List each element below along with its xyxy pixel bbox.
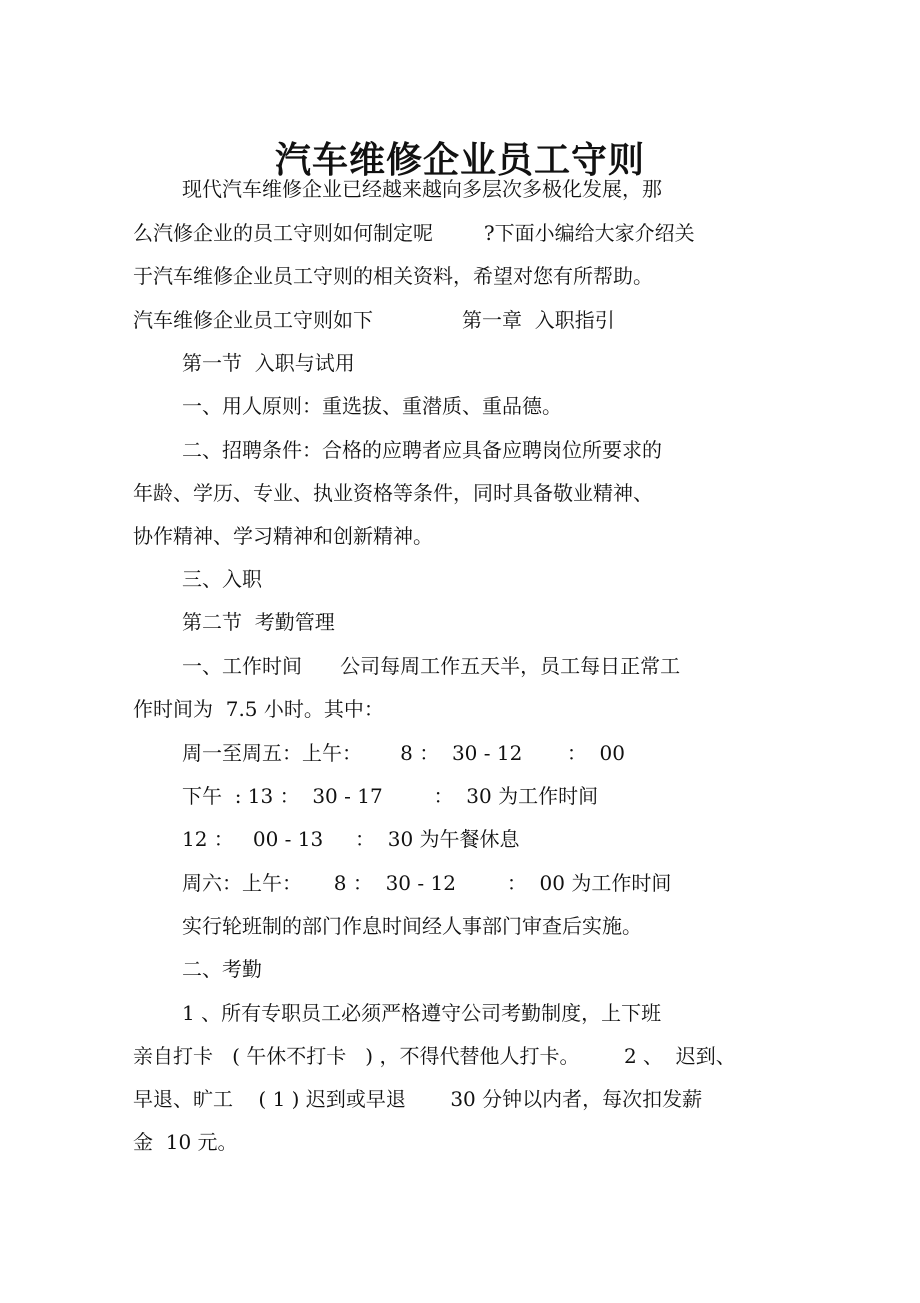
paragraph-line: 亲自打卡 ( 午休不打卡 ) ，不得代替他人打卡。 2 、 迟到、 <box>133 1044 736 1068</box>
paragraph-line: 三、入职 <box>182 567 262 591</box>
paragraph-line: 现代汽车维修企业已经越来越向多层次多极化发展，那 <box>182 177 662 201</box>
paragraph-line: 二、考勤 <box>182 957 262 981</box>
paragraph-line: 一、工作时间 公司每周工作五天半，员工每日正常工 <box>182 654 681 678</box>
document-title: 汽车维修企业员工守则 <box>274 139 645 182</box>
paragraph-line: 年龄、学历、专业、执业资格等条件，同时具备敬业精神、 <box>133 481 653 505</box>
section-heading: 第一节 入职与试用 <box>182 351 355 375</box>
schedule-line: 下午 : 13 ： 30 - 17 ： 30 为工作时间 <box>182 784 599 808</box>
paragraph-line: 实行轮班制的部门作息时间经人事部门审查后实施。 <box>182 914 642 938</box>
paragraph-line: 一、用人原则：重选拔、重潜质、重品德。 <box>182 394 562 418</box>
paragraph-line: 么汽修企业的员工守则如何制定呢 ?下面小编给大家介绍关 <box>133 221 695 245</box>
paragraph-line: 汽车维修企业员工守则如下 第一章 入职指引 <box>133 308 615 332</box>
schedule-line: 周六：上午： 8 ： 30 - 12 ： 00 为工作时间 <box>182 871 672 895</box>
paragraph-line: 早退、旷工 ( 1 ) 迟到或早退 30 分钟以内者，每次扣发薪 <box>133 1087 703 1111</box>
paragraph-line: 于汽车维修企业员工守则的相关资料，希望对您有所帮助。 <box>133 264 653 288</box>
paragraph-line: 协作精神、学习精神和创新精神。 <box>133 524 433 548</box>
schedule-line: 周一至周五：上午： 8 ： 30 - 12 ： 00 <box>182 741 625 765</box>
paragraph-line: 作时间为 7.5 小时。其中： <box>133 697 384 721</box>
paragraph-line: 二、招聘条件：合格的应聘者应具备应聘岗位所要求的 <box>182 438 662 462</box>
paragraph-line: 1 、所有专职员工必须严格遵守公司考勤制度，上下班 <box>182 1001 662 1025</box>
paragraph-line: 金 10 元。 <box>133 1130 238 1154</box>
schedule-line: 12 ： 00 - 13 ： 30 为午餐休息 <box>182 827 520 851</box>
section-heading: 第二节 考勤管理 <box>182 610 335 634</box>
